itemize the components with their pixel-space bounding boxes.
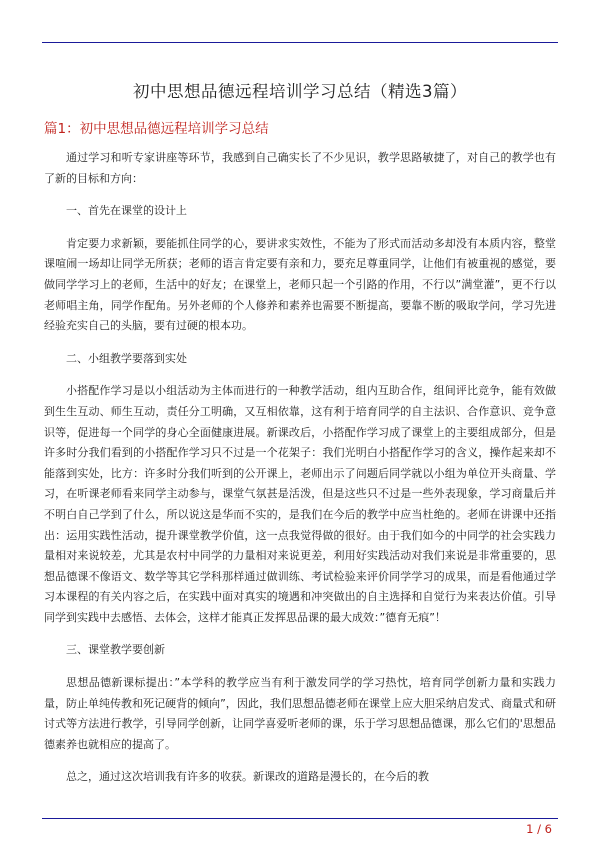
- subheading-2: 二、小组教学要落到实处: [66, 351, 187, 365]
- subheading-1: 一、首先在课堂的设计上: [66, 204, 187, 218]
- document-body: [44, 148, 556, 800]
- document-title: 初中思想品德远程培训学习总结（精选3篇）: [133, 82, 467, 101]
- body-paragraph-2: 小搭配作学习是以小组活动为主体而进行的一种教学活动，组内互助合作，组间评比竞争，能有效做到生生互动、师生互动，责任分工明确，又互相依靠，这有利于培育同学的自主法识、合作意识、竞争意识等，促进每一个同学的身心全面健康进展。新课改后，小搭配作学习成了课堂上的主要组成部分，但是许多时分我们看到的小搭配作学习只不过是一个花架子：我们光明白小搭配作学习的含义，操作起来却不能落到实处，比方：许多时分我们听到的公开课上，老师出示了问题后同学就以小组为单位开头商量、学习，在听课老师看来同学主动参与，课堂气氛甚是活泼，但是这些只不过是一些外表现象，学习商量后并不明白自己学到了什么，所以说这是华而不实的，是我们在今后的教学中应当杜绝的。老师在讲课中还指出：运用实践性活动，提升课堂教学价值，这一点我觉得做的很好。由于我们如今的中同学的社会实践力量相对来说较差，尤其是农村中同学的力量相对来说更差，利用好实践活动对我们来说是非常重要的，思想品德课不像语文、数学等其它学科那样通过做训练、考试检验来评价同学学习的成果，而是看他通过学习本课程的有关内容之后，在实践中面对真实的境遇和冲突做出的自主选择和自觉行为来表达价值。引导同学到实践中去感悟、去体会，这样才能真正发挥思品课的最大成效：”德育无痕”！: [44, 384, 556, 624]
- page-indicator: 1 / 6: [526, 822, 552, 836]
- body-paragraph-1: 肯定要力求新颖，要能抓住同学的心，要讲求实效性，不能为了形式而活动多却没有本质内容，整堂课喧闹一场却让同学无所获；老师的语言肯定要有亲和力，要充足尊重同学，让他们有被重视的感觉，要做同学学习上的老师，生活中的好友；在课堂上，老师只起一个引路的作用，不行以”满堂灌”，更不行以老师唱主角，同学作配角。另外老师的个人修养和素养也需要不断提高，要靠不断的吸取学问，学习先进经验充实自己的头脑，要有过硬的根本功。: [44, 236, 556, 333]
- section-heading: 篇1：初中思想品德远程培训学习总结: [44, 121, 269, 137]
- header-rule: [42, 42, 558, 43]
- body-paragraph-3: 思想品德新课标提出：”本学科的教学应当有利于激发同学的学习热忱，培育同学创新力量和实践力量，防止单纯传教和死记硬背的倾向”，因此，我们思想品德老师在课堂上应大胆采纳启发式、商量式和研讨式等方法进行教学，引导同学创新，让同学喜爱听老师的课，乐于学习思想品德课，那么它们的'思想品德素养也就相应的提高了。: [44, 676, 556, 751]
- subheading-3: 三、课堂教学要创新: [66, 643, 165, 657]
- footer-rule: [42, 818, 558, 819]
- intro-paragraph: 通过学习和听专家讲座等环节，我感到自己确实长了不少见识，教学思路敏捷了，对自己的教学也有了新的目标和方向：: [44, 151, 556, 185]
- conclusion-paragraph: 总之，通过这次培训我有许多的收获。新课改的道路是漫长的，在今后的教: [66, 770, 429, 784]
